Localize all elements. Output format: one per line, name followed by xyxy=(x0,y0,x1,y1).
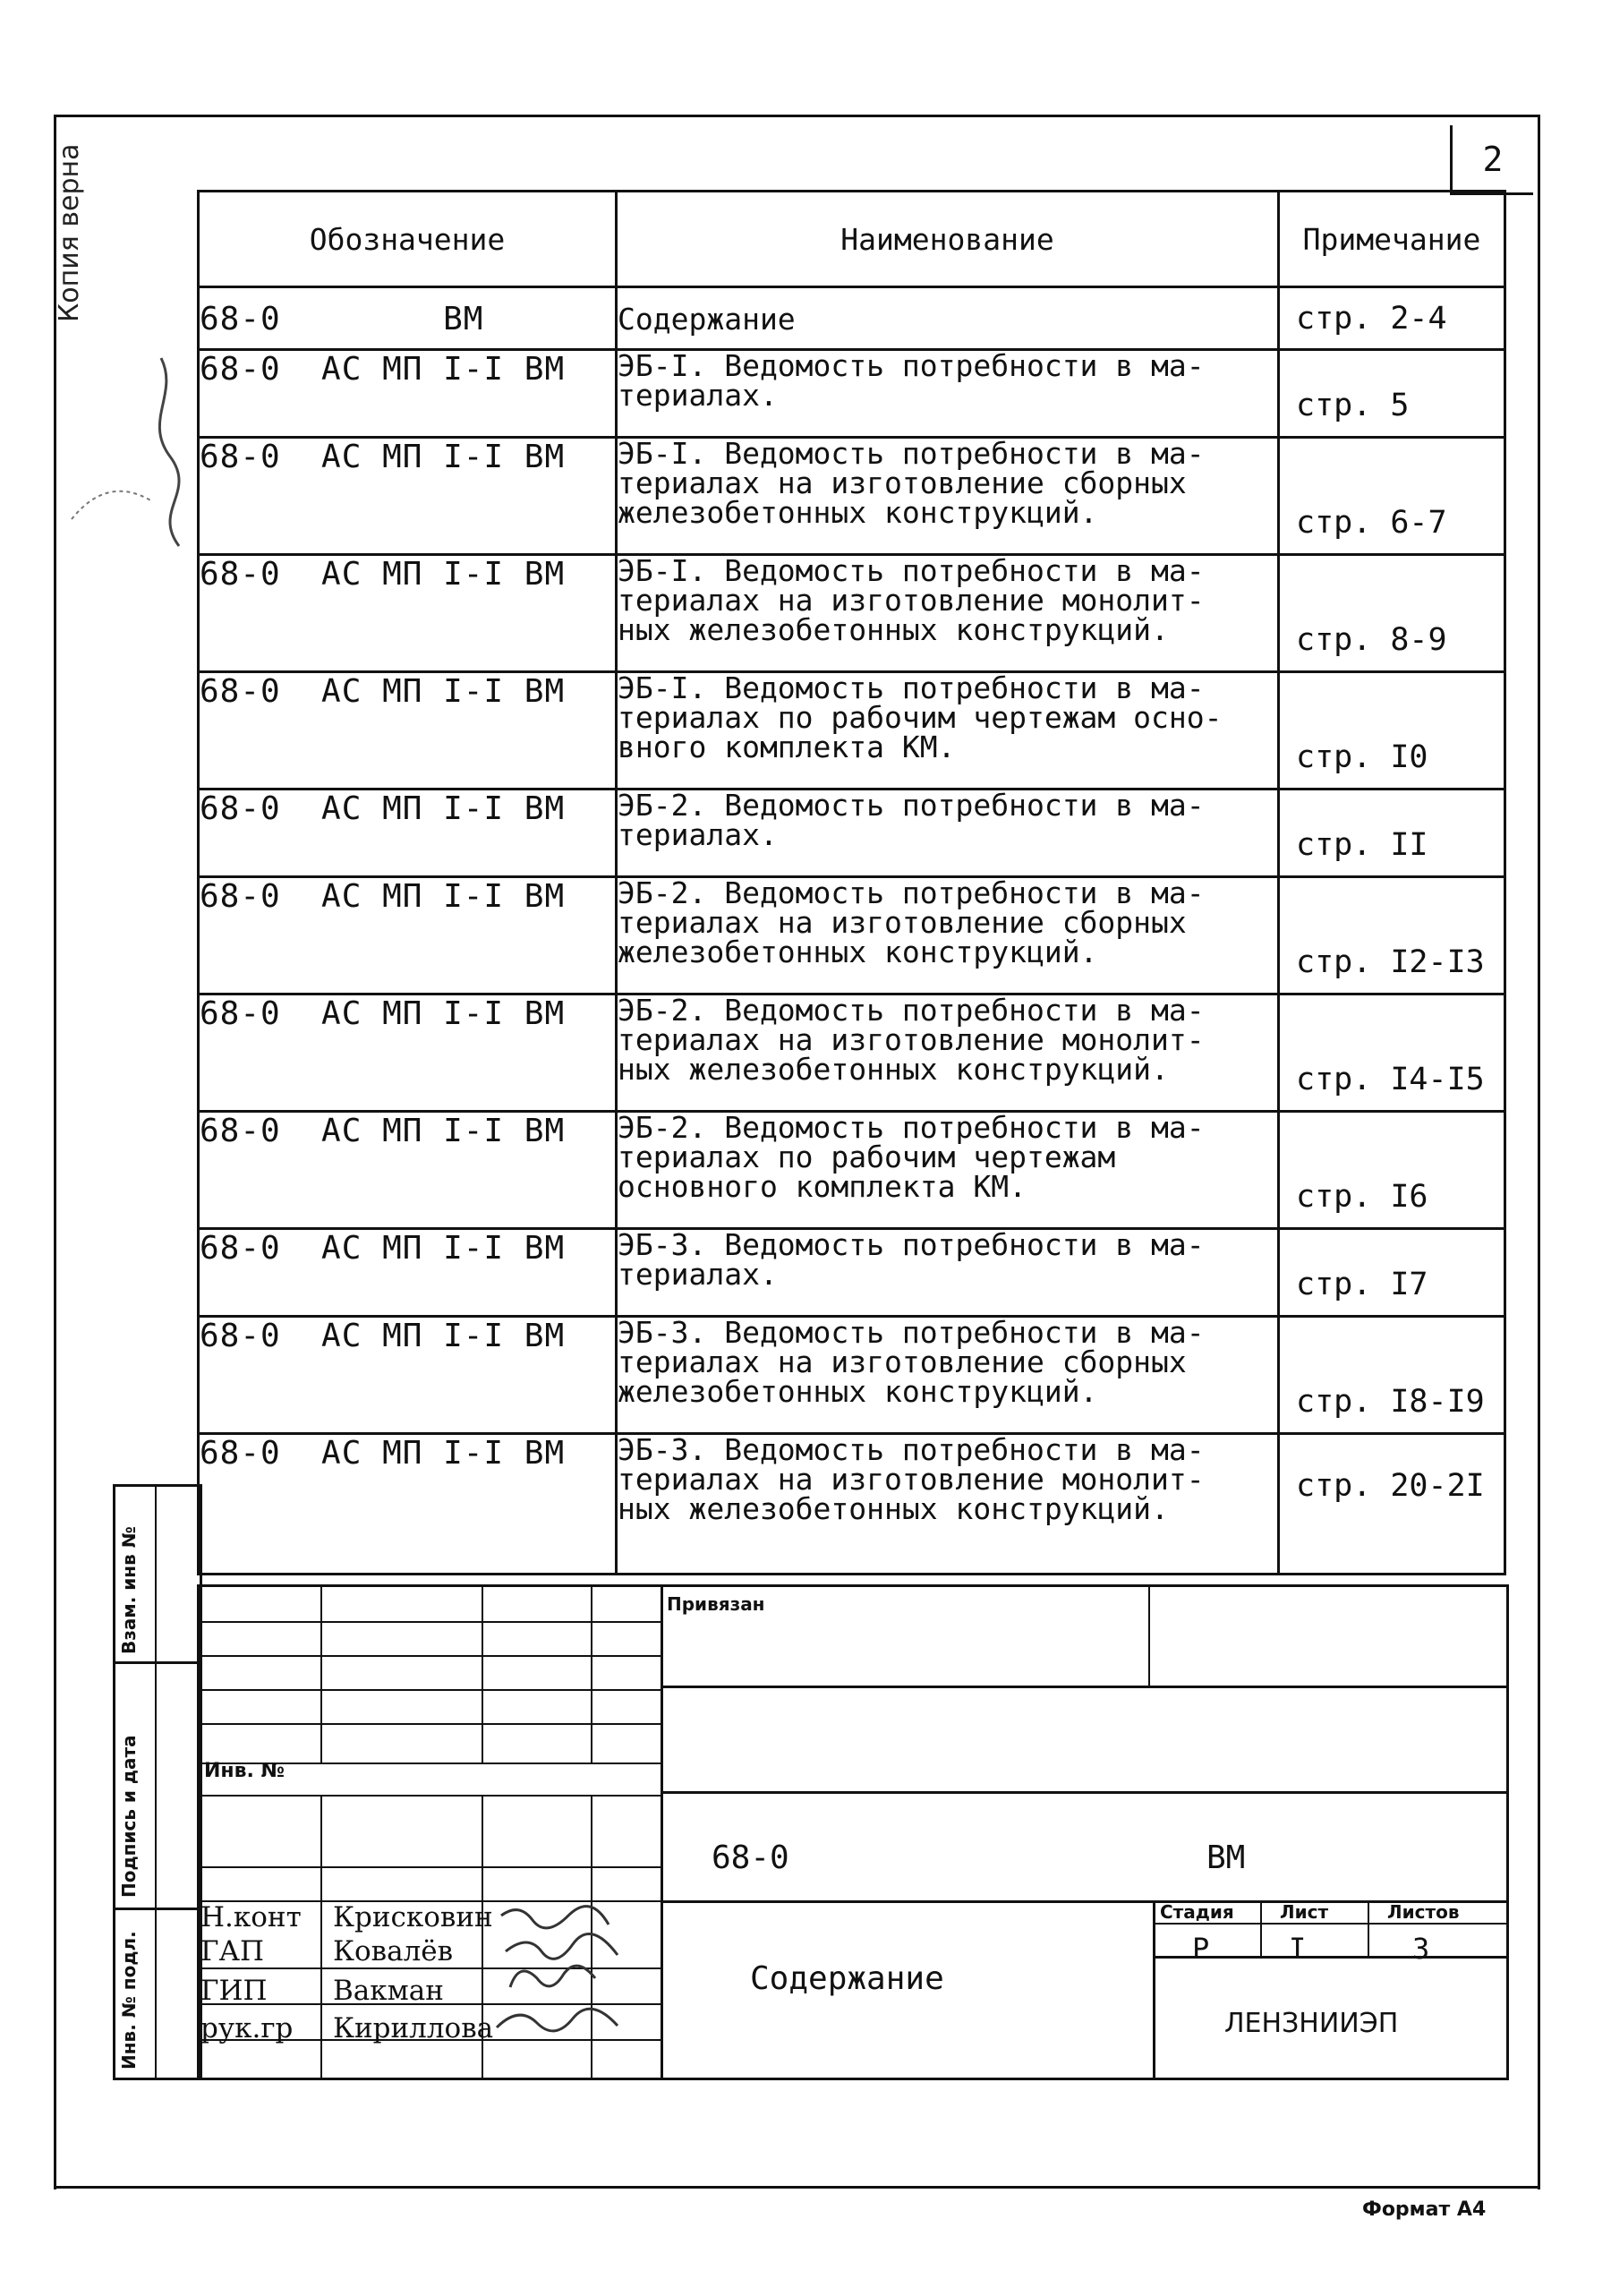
table-row xyxy=(199,1317,1505,1434)
copy-stamp: Копия верна xyxy=(54,143,85,322)
row-name: ЭБ-2. Ведомость потребности в ма- териалах на изготовление монолит- ных железобетонных конструкций. xyxy=(617,994,1279,1112)
table-row xyxy=(199,994,1505,1112)
row-code: 68-0 АС МП I-I ВМ xyxy=(199,1229,617,1317)
doc-suffix: ВМ xyxy=(1206,1839,1246,1876)
row-code: 68-0 АС МП I-I ВМ xyxy=(199,790,617,877)
row-note: стр. I8-I9 xyxy=(1279,1317,1505,1434)
row-code: 68-0 АС МП I-I ВМ xyxy=(199,1434,617,1575)
doc-code: 68-0 xyxy=(712,1839,789,1876)
table-row xyxy=(199,790,1505,877)
row-code: 68-0 АС МП I-I ВМ xyxy=(199,877,617,994)
row-note: стр. 6-7 xyxy=(1279,438,1505,555)
signer-role: ГИП xyxy=(200,1975,268,2007)
signer-name: Ковалёв xyxy=(333,1935,454,1967)
sheet-value: I xyxy=(1289,1932,1307,1966)
stamp-signature-mark xyxy=(54,340,188,573)
row-note: стр. I2-I3 xyxy=(1279,877,1505,994)
row-code: 68-0 АС МП I-I ВМ xyxy=(199,1317,617,1434)
page-bottom-line xyxy=(54,2186,1539,2189)
row-note: стр. 8-9 xyxy=(1279,555,1505,672)
row-note: стр. I6 xyxy=(1279,1112,1505,1229)
signer-name: Крисковин xyxy=(333,1901,493,1933)
inv-no-label: Инв. № xyxy=(204,1760,286,1782)
row-code: 68-0 АС МП I-I ВМ xyxy=(199,1112,617,1229)
signatures-scribble xyxy=(483,1898,662,2050)
sheets-value: 3 xyxy=(1412,1932,1430,1966)
signer-role: Н.конт xyxy=(200,1901,302,1933)
table-row xyxy=(199,438,1505,555)
table-row xyxy=(199,555,1505,672)
row-name: ЭБ-2. Ведомость потребности в ма- териалах на изготовление сборных железобетонных конструкций. xyxy=(617,877,1279,994)
side-label-inv-podl: Инв. № подл. xyxy=(118,1931,140,2070)
row-name: Содержание xyxy=(617,287,1279,350)
row-note: стр. 5 xyxy=(1279,350,1505,438)
privyazan-label: Привязан xyxy=(667,1593,765,1615)
row-name: ЭБ-2. Ведомость потребности в ма- териалах. xyxy=(617,790,1279,877)
signer-role: рук.гр xyxy=(200,2012,294,2044)
stage-label: Стадия xyxy=(1160,1901,1234,1923)
row-name: ЭБ-I. Ведомость потребности в ма- териалах. xyxy=(617,350,1279,438)
table-row xyxy=(199,1229,1505,1317)
row-note: стр. 2-4 xyxy=(1279,287,1505,350)
format-label: Формат А4 xyxy=(1362,2198,1487,2221)
row-code: 68-0 АС МП I-I ВМ xyxy=(199,438,617,555)
stage-value: Р xyxy=(1192,1932,1210,1966)
table-row xyxy=(199,287,1505,350)
row-name: ЭБ-3. Ведомость потребности в ма- териалах на изготовление сборных железобетонных конструкций. xyxy=(617,1317,1279,1434)
organization: ЛЕНЗНИИЭП xyxy=(1224,2008,1399,2039)
row-name: ЭБ-2. Ведомость потребности в ма- териалах по рабочим чертежам основного комплекта КМ. xyxy=(617,1112,1279,1229)
row-note: стр. II xyxy=(1279,790,1505,877)
signer-role: ГАП xyxy=(200,1935,265,1967)
row-name: ЭБ-I. Ведомость потребности в ма- териалах на изготовление монолит- ных железобетонных конструкций. xyxy=(617,555,1279,672)
signer-name: Вакман xyxy=(333,1975,444,2007)
table-row xyxy=(199,350,1505,438)
header-code: Обозначение xyxy=(199,192,617,287)
row-note: стр. I7 xyxy=(1279,1229,1505,1317)
table-row xyxy=(199,1434,1505,1575)
row-name: ЭБ-3. Ведомость потребности в ма- териалах на изготовление монолит- ных железобетонных конструкций. xyxy=(617,1434,1279,1575)
page-number: 2 xyxy=(1450,125,1533,195)
table-header-row xyxy=(199,192,1505,287)
row-code: 68-0 АС МП I-I ВМ xyxy=(199,672,617,790)
doc-title: Содержание xyxy=(750,1960,944,1997)
row-name: ЭБ-I. Ведомость потребности в ма- териалах по рабочим чертежам осно- вного комплекта КМ. xyxy=(617,672,1279,790)
row-name: ЭБ-3. Ведомость потребности в ма- териалах. xyxy=(617,1229,1279,1317)
table-row xyxy=(199,672,1505,790)
sheets-label: Листов xyxy=(1387,1901,1460,1923)
row-note: стр. I0 xyxy=(1279,672,1505,790)
table-row xyxy=(199,1112,1505,1229)
header-name: Наименование xyxy=(617,192,1279,287)
header-note: Примечание xyxy=(1279,192,1505,287)
row-code: 68-0 АС МП I-I ВМ xyxy=(199,994,617,1112)
row-code: 68-0 АС МП I-I ВМ xyxy=(199,350,617,438)
signer-name: Кириллова xyxy=(333,2012,494,2044)
sheet-label: Лист xyxy=(1280,1901,1329,1923)
table-row xyxy=(199,877,1505,994)
row-code: 68-0 ВМ xyxy=(199,287,617,350)
side-label-podpis: Подпись и дата xyxy=(118,1735,140,1898)
row-name: ЭБ-I. Ведомость потребности в ма- териалах на изготовление сборных железобетонных конструкций. xyxy=(617,438,1279,555)
row-code: 68-0 АС МП I-I ВМ xyxy=(199,555,617,672)
spec-table xyxy=(197,190,1506,1575)
row-note: стр. I4-I5 xyxy=(1279,994,1505,1112)
side-label-vzam: Взам. инв № xyxy=(118,1526,140,1654)
row-note: стр. 20-2I xyxy=(1279,1434,1505,1575)
